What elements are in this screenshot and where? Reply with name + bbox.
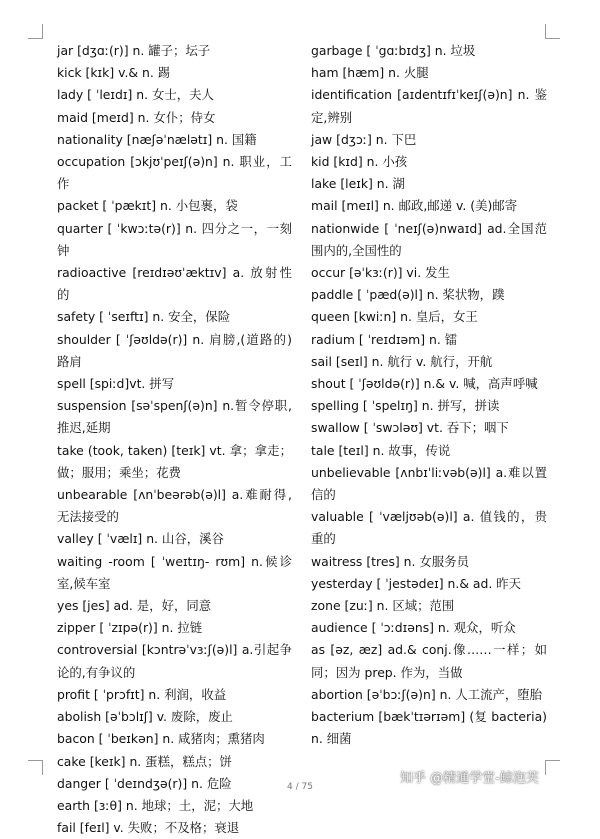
crop-mark-bottom-left	[28, 760, 43, 775]
page-number: 4 / 75	[287, 782, 313, 792]
vocab-entry: unbearable [ʌnˈbeərəb(ə)l] a.难耐得,无法接受的	[57, 487, 292, 525]
vocab-entry: radioactive [reɪdɪəʊˈæktɪv] a. 放射性的	[57, 265, 292, 303]
vocab-entry: occupation [ɔkjʊˈpeɪʃ(ə)n] n. 职业，工作	[57, 154, 292, 192]
vocab-entry: take (took, taken) [teɪk] vt. 拿；拿走；做；服用；乘坐；花费	[57, 442, 292, 480]
crop-mark-top-right	[545, 24, 560, 39]
vocab-entry: jaw [dʒɔː] n. 下巴	[311, 131, 417, 147]
vocab-entry: packet [ ˈpækɪt] n. 小包裹，袋	[57, 198, 238, 214]
vocab-entry: quarter [ ˈkwɔːtə(r)] n. 四分之一，一刻钟	[57, 220, 292, 258]
left-column	[57, 40, 292, 839]
vocab-entry: valley [ ˈvælɪ] n. 山谷，溪谷	[57, 531, 224, 547]
vocab-entry: waitress [tres] n. 女服务员	[311, 553, 469, 569]
vocab-entry: radium [ ˈreɪdɪəm] n. 镭	[311, 331, 458, 347]
vocab-entry: danger [ ˈdeɪndʒə(r)] n. 危险	[57, 775, 232, 791]
vocab-entry: zone [zuː] n. 区域；范围	[311, 598, 455, 614]
vocab-entry: yes [jes] ad. 是，好，同意	[57, 598, 212, 614]
vocab-entry: spelling [ ˈspelɪŋ] n. 拼写，拼读	[311, 398, 500, 414]
vocab-entry: queen [kwiːn] n. 皇后，女王	[311, 309, 478, 325]
vocab-entry: safety [ ˈseɪftɪ] n. 安全，保险	[57, 309, 231, 325]
vocab-entry: nationality [næʃəˈnælətɪ] n. 国籍	[57, 131, 257, 147]
vocab-entry: mail [meɪl] n. 邮政,邮递 v. (美)邮寄	[311, 198, 518, 214]
vocab-entry: shout [ ˈʃəʊldə(r)] n.& v. 喊，高声呼喊	[311, 376, 538, 392]
vocab-entry: ham [hæm] n. 火腿	[311, 65, 429, 81]
vocab-entry: abolish [əˈbɔlɪʃ] v. 废除，废止	[57, 709, 233, 725]
vocab-entry: controversial [kɔntrəˈvɜːʃ(ə)l] a.引起争论的,有争议的	[57, 642, 292, 680]
vocab-entry: tale [teɪl] n. 故事，传说	[311, 442, 451, 458]
vocab-entry: jar [dʒɑː(r)] n. 罐子；坛子	[57, 43, 211, 58]
vocab-entry: waiting -room [ ˈweɪtɪŋ- rʊm] n.候诊室,候车室	[57, 553, 292, 591]
crop-mark-top-left	[28, 24, 43, 39]
crop-mark-bottom-right	[545, 760, 560, 775]
vocab-entry: lady [ ˈleɪdɪ] n. 女士，夫人	[57, 87, 214, 103]
vocab-entry: nationwide [ ˈneɪʃ(ə)nwaɪd] ad.全国范围内的,全国性的	[311, 220, 547, 258]
vocab-entry: kid [kɪd] n. 小孩	[311, 154, 408, 170]
vocab-entry: bacon [ ˈbeɪkən] n. 咸猪肉；熏猪肉	[57, 731, 265, 747]
vocab-entry: bacterium [bækˈtɪərɪəm] (复 bacteria) n. 细菌	[311, 709, 547, 747]
vocab-entry: audience [ ˈɔːdɪəns] n. 观众，听众	[311, 620, 516, 636]
vocab-entry: garbage [ ˈgɑːbɪdʒ] n. 垃圾	[311, 43, 476, 58]
vocab-entry: identification [aɪdentɪfɪˈkeɪʃ(ə)n] n. 鉴定,辨别	[311, 87, 547, 125]
vocab-entry: sail [seɪl] n. 航行 v. 航行，开航	[311, 353, 493, 369]
vocab-entry: occur [əˈkɜː(r)] vi. 发生	[311, 265, 450, 281]
vocab-entry: swallow [ ˈswɔləʊ] vt. 吞下；咽下	[311, 420, 509, 436]
vocab-entry: unbelievable [ʌnbɪˈliːvəb(ə)l] a.难以置信的	[311, 464, 547, 503]
vocab-entry: maid [meɪd] n. 女仆；侍女	[57, 109, 216, 125]
vocab-entry: fail [feɪl] v. 失败；不及格；衰退	[57, 820, 240, 836]
vocab-entry: cake [keɪk] n. 蛋糕，糕点；饼	[57, 753, 232, 769]
vocab-entry: earth [ɜːθ] n. 地球；土，泥；大地	[57, 797, 254, 813]
vocab-entry: paddle [ ˈpæd(ə)l] n. 桨状物，蹼	[311, 287, 505, 303]
watermark: 知乎 @精通学堂-鲸泡芙	[400, 771, 539, 786]
vocab-entry: abortion [əˈbɔːʃ(ə)n] n. 人工流产，堕胎	[311, 686, 543, 702]
vocab-entry: shoulder [ ˈʃəʊldə(r)] n. 肩膀,(道路的)路肩	[57, 331, 292, 369]
vocab-entry: kick [kɪk] v.& n. 踢	[57, 65, 171, 81]
vocab-entry: profit [ ˈprɔfɪt] n. 利润，收益	[57, 686, 227, 702]
vocab-entry: zipper [ ˈzɪpə(r)] n. 拉链	[57, 620, 203, 636]
right-column	[311, 40, 547, 751]
vocab-entry: lake [leɪk] n. 湖	[311, 176, 405, 192]
vocab-entry: valuable [ ˈvæljʊəb(ə)l] a. 值钱的，贵重的	[311, 509, 547, 547]
vocab-entry: spell [spiːd]vt. 拼写	[57, 376, 175, 392]
vocab-entry: as [əz, æz] ad.& conj.像……一样；如同；因为 prep. 作为，当做	[311, 642, 547, 680]
vocab-entry: suspension [səˈspenʃ(ə)n] n.暂令停职,推迟,延期	[57, 398, 292, 436]
vocab-entry: yesterday [ ˈjestədeɪ] n.& ad. 昨天	[311, 575, 522, 591]
